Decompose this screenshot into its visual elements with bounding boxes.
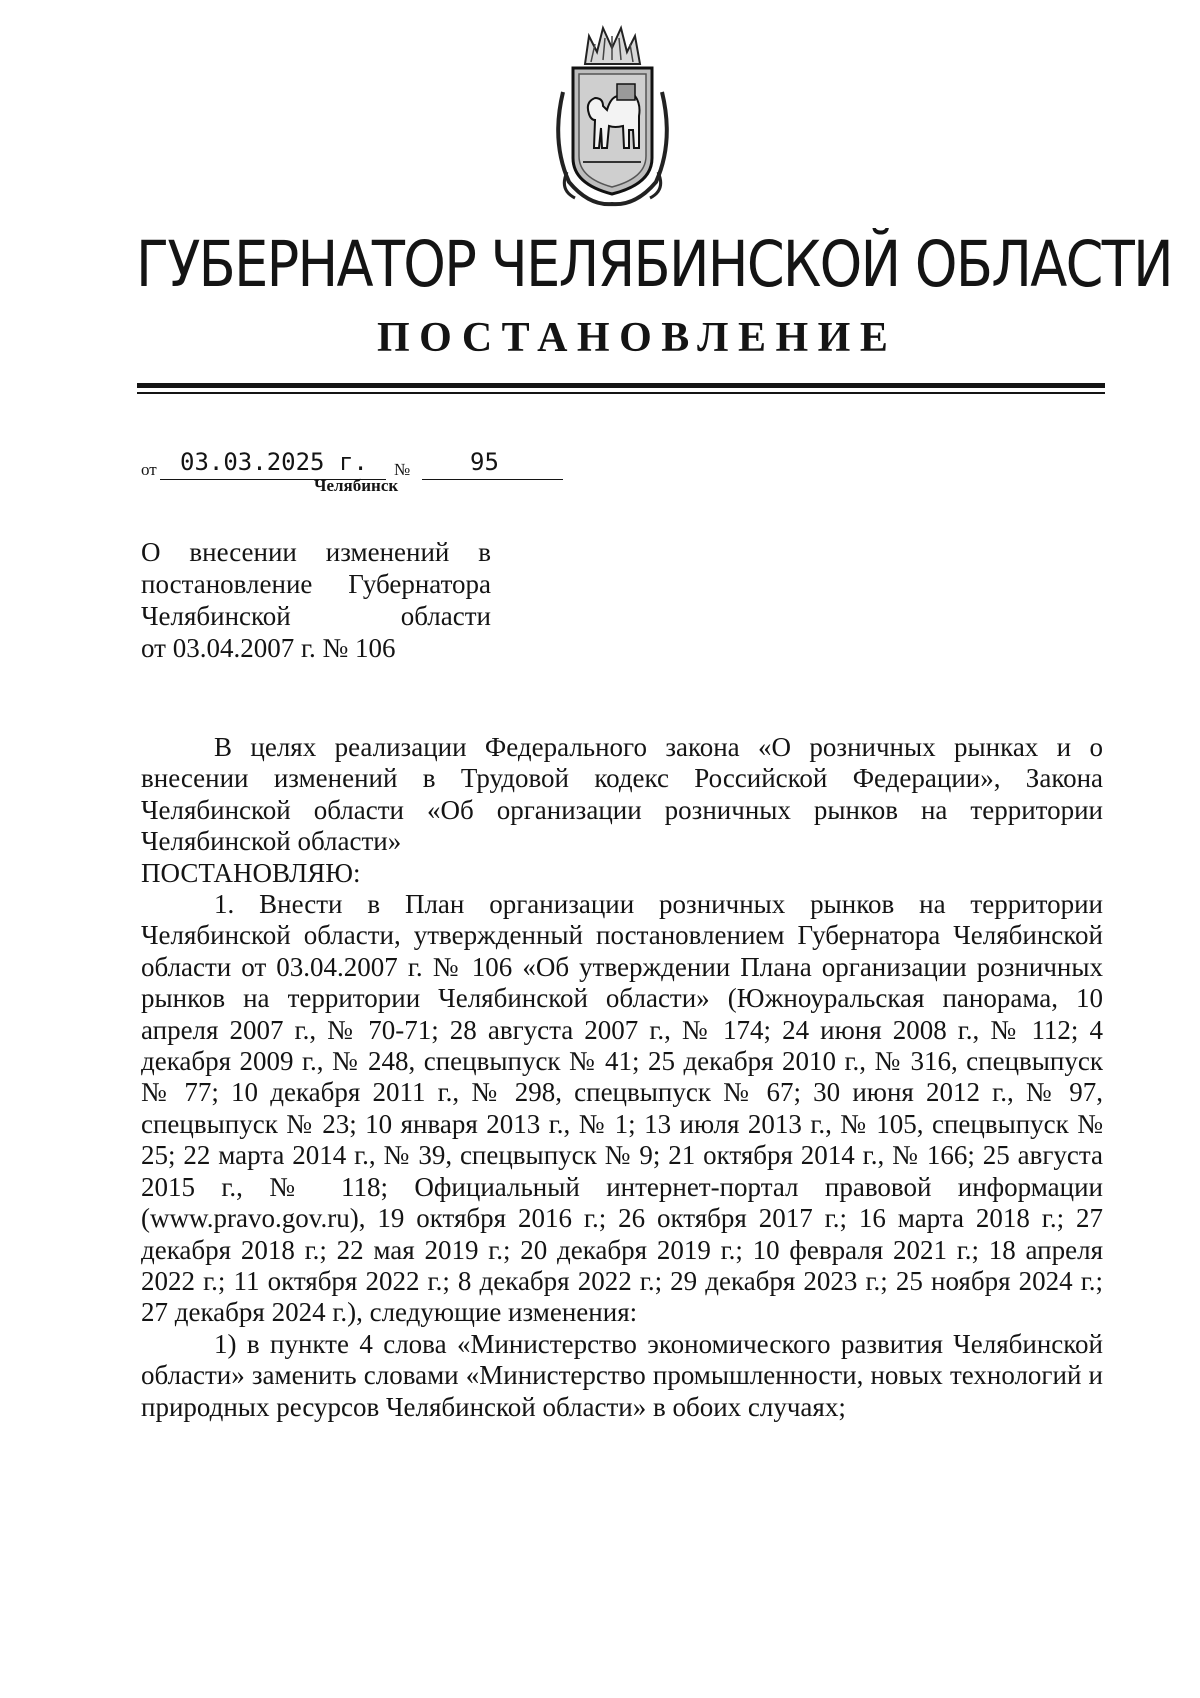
document-type: ПОСТАНОВЛЕНИЕ [377, 315, 898, 361]
header-rule-thin [137, 392, 1105, 394]
header-rule-thick [137, 383, 1105, 388]
document-date: 03.03.2025 г. [180, 448, 368, 476]
city-name: Челябинск [314, 476, 399, 495]
preamble-paragraph: В целях реализации Федерального закона «О розничных рынках и о внесении изменений в Трудовой кодекс Российской Федерации», Закона Челябинской области «Об организации розничных рынков на территории Челябинской области» [141, 732, 1103, 857]
subject-line: от 03.04.2007 г. № 106 [141, 633, 396, 663]
coat-of-arms-icon [545, 22, 680, 212]
document-body [141, 732, 1103, 1423]
item-1-paragraph: 1. Внести в План организации розничных рынков на территории Челябинской области, утвержденный постановлением Губернатора Челябинской области от 03.04.2007 г. № 106 «Об утверждении Плана организации розничных рынков на территории Челябинской области» (Южноуральская панорама, 10 апреля 2007 г., № 70-71; 28 августа 2007 г., № 174; 24 июня 2008 г., № 112; 4 декабря 2009 г., № 248, спецвыпуск № 41; 25 декабря 2010 г., № 316, спецвыпуск № 77; 10 декабря 2011 г., № 298, спецвыпуск № 67; 30 июня 2012 г., № 97, спецвыпуск № 23; 10 января 2013 г., № 1; 13 июля 2013 г., № 105, спецвыпуск № 25; 22 марта 2014 г., № 39, спецвыпуск № 9; 21 октября 2014 г., № 166; 25 августа 2015 г., № 118; Официальный интернет-портал правовой информации (www.pravo.gov.ru), 19 октября 2016 г.; 26 октября 2017 г.; 16 марта 2018 г.; 27 декабря 2018 г.; 22 мая 2019 г.; 20 декабря 2019 г.; 10 февраля 2021 г.; 18 апреля 2022 г.; 11 октября 2022 г.; 8 декабря 2022 г.; 29 декабря 2023 г.; 25 ноября 2024 г.; 27 декабря 2024 г.), следующие изменения: [141, 889, 1103, 1328]
subject-line: О внесении изменений в [141, 537, 491, 567]
number-sign: № [394, 460, 411, 479]
issuer-title: ГУБЕРНАТОР ЧЕЛЯБИНСКОЙ ОБЛАСТИ [136, 228, 1172, 301]
date-prefix: от [141, 460, 157, 479]
number-underline [422, 479, 563, 480]
document-number: 95 [470, 448, 499, 476]
resolve-heading: ПОСТАНОВЛЯЮ: [141, 857, 361, 888]
subitem-1-paragraph: 1) в пункте 4 слова «Министерство экономического развития Челябинской области» заменить словами «Министерство промышленности, новых технологий и природных ресурсов Челябинской области» в обоих случаях; [141, 1328, 1103, 1422]
subject-line: Челябинской области [141, 601, 491, 631]
subject-line: постановление Губернатора [141, 569, 491, 599]
document-subject [141, 536, 491, 664]
